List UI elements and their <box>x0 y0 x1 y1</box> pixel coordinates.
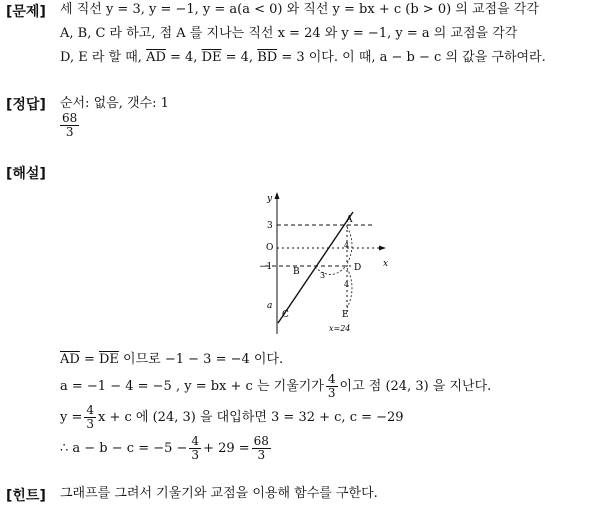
solution-ad: $\overline{AD}$ <box>60 352 80 367</box>
solution-line-4-mid: + 29 = <box>203 440 250 456</box>
problem-label: [문제] <box>6 4 46 20</box>
origin-label: O <box>266 243 274 253</box>
segment-label-4-top: 4 <box>344 241 350 250</box>
answer-fraction <box>58 112 81 139</box>
segment-label-4-bottom: 4 <box>344 280 350 289</box>
problem-line-3-mid1: = 4, <box>165 50 202 65</box>
solution-line-3-post: x + c 에 (24, 3) 을 대입하면 3 = 32 + c, c = −29 <box>98 409 404 425</box>
hint-text: 그래프를 그려서 기울기와 교점을 이용해 함수를 구한다. <box>60 486 378 501</box>
point-d-label: D <box>354 263 362 273</box>
graph <box>255 190 395 338</box>
x-axis-arrow-icon <box>379 246 386 251</box>
point-b-label: B <box>293 267 300 277</box>
slope-numerator: 4 <box>327 372 336 386</box>
solution-line-3-pre: y = <box>60 409 83 425</box>
solution-line-1-rest: 이므로 −1 − 3 = −4 이다. <box>118 352 284 367</box>
tick-3: 3 <box>267 221 273 231</box>
solution-line-1 <box>60 352 283 368</box>
answer-denominator: 3 <box>65 125 74 139</box>
final-term-denominator: 3 <box>191 448 200 462</box>
solution-line-2-post: 이고 점 (24, 3) 을 지난다. <box>339 378 492 394</box>
result-denominator: 3 <box>257 448 266 462</box>
answer-line: 순서: 없음, 갯수: 1 <box>60 96 169 111</box>
point-c-label: C <box>282 310 289 320</box>
problem-line-3 <box>60 50 546 66</box>
solution-de: $\overline{DE}$ <box>98 352 119 367</box>
segment-ad: $\overline{AD}$ <box>146 50 166 65</box>
x-24-label: x=24 <box>329 324 351 333</box>
tick-a: a <box>267 301 273 311</box>
y-axis-label: y <box>267 194 273 204</box>
solution-line-3 <box>60 404 404 431</box>
problem-line-2: A, B, C 라 하고, 점 A 를 지나는 직선 x = 24 와 y = −1, y = a 의 교점을 각각 <box>60 26 518 41</box>
problem-line-3-mid2: = 4, <box>221 50 258 65</box>
tick-minus-1: −1 <box>259 262 273 272</box>
slope-denominator: 3 <box>327 386 336 400</box>
equation-numerator: 4 <box>86 403 95 417</box>
problem-line-1: 세 직선 y = 3, y = −1, y = a(a < 0) 와 직선 y = bx + c (b > 0) 의 교점을 각각 <box>60 2 539 17</box>
solution-line-4-pre: ∴ a − b − c = −5 − <box>60 440 188 456</box>
solution-line-2-pre: a = −1 − 4 = −5 , y = bx + c 는 기울기가 <box>60 378 324 394</box>
solution-line-4 <box>60 435 273 462</box>
segment-de: $\overline{DE}$ <box>201 50 222 65</box>
final-term-numerator: 4 <box>191 434 200 448</box>
problem-line-3-pre: D, E 라 할 때, <box>60 50 147 65</box>
hint-label: [힌트] <box>6 488 46 504</box>
explanation-label: [해설] <box>6 166 46 182</box>
solution-line-2 <box>60 373 491 400</box>
y-axis-arrow-icon <box>275 192 280 199</box>
segment-bd: $\overline{BD}$ <box>257 50 278 65</box>
point-a-label: A <box>346 215 353 225</box>
solution-eq: = <box>79 352 99 367</box>
equation-denominator: 3 <box>86 417 95 431</box>
segment-label-3: 3 <box>320 271 326 280</box>
problem-line-3-post: = 3 이다. 이 때, a − b − c 의 값을 구하여라. <box>277 50 546 65</box>
point-e-label: E <box>342 310 349 320</box>
x-axis-label: x <box>383 259 389 269</box>
answer-numerator: 68 <box>62 111 78 125</box>
result-numerator: 68 <box>253 434 269 448</box>
answer-label: [정답] <box>6 97 46 113</box>
